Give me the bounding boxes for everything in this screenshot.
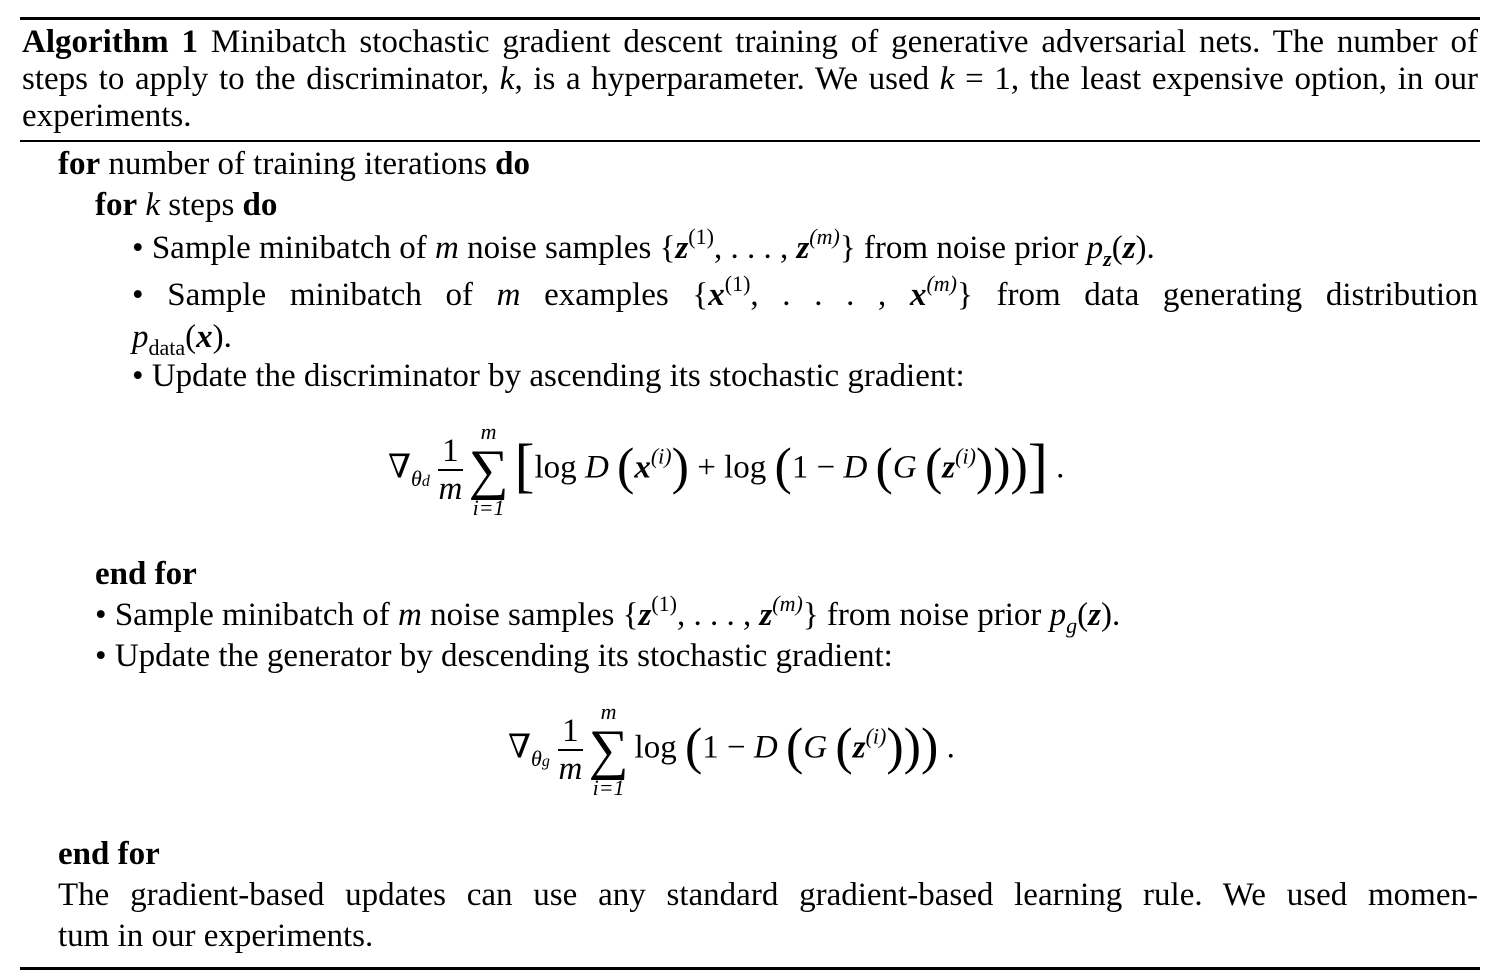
step-update-generator: • Update the generator by descending its stochastic gradient:	[95, 638, 893, 674]
footer-line-2: tum in our experiments.	[58, 918, 374, 954]
generator-gradient-formula: $\nabla_{\theta g}$ $\frac{1}{m}$ m ∑ i=1 log (1 − D (G $(z^{(i)})$)) .	[508, 699, 955, 800]
summation-sign: m ∑ i=1	[588, 699, 629, 800]
outer-end-for: end for	[58, 836, 160, 872]
caption-rule	[20, 140, 1480, 142]
caption-text-1: Minibatch stochastic gradient descent training of generative adversarial nets. The number of	[210, 24, 1479, 60]
step-sample-data-cont: $p_{data}(x)$.	[132, 319, 232, 360]
fraction: $\frac{1}{m}$	[438, 433, 463, 507]
inner-end-for: end for	[95, 556, 197, 592]
caption-line-2: steps to apply to the discriminator, k, is a hyperparameter. We used k = 1, the least expensive option, in our	[22, 61, 1479, 97]
footer-line-1: The gradient-based updates can use any standard gradient-based learning rule. We used momen-	[58, 877, 1478, 913]
bottom-rule	[20, 967, 1480, 970]
step-sample-data: • Sample minibatch of m examples {$x^{(1)}$, . . . , $x^{(m)}$} from data generating distribution	[132, 271, 1478, 313]
step-sample-noise-d: • Sample minibatch of m noise samples {$z^{(1)}$, . . . , $z^{(m)}$} from noise prior $p_z(z)$.	[132, 224, 1155, 271]
summation-sign: m ∑ i=1	[468, 419, 509, 520]
step-sample-noise-g: • Sample minibatch of m noise samples {$z^{(1)}$, . . . , $z^{(m)}$} from noise prior $p_g(z)$.	[95, 591, 1121, 638]
fraction: $\frac{1}{m}$	[558, 713, 583, 787]
algorithm-label: Algorithm 1	[22, 24, 199, 60]
outer-for-line: for number of training iterations do	[58, 146, 530, 182]
discriminator-gradient-formula: $\nabla_{\theta d}$ $\frac{1}{m}$ m ∑ i=1 [log D $(x^{(i)}) + \log (1 - D$ (G $(z^{(i)})$))] .	[388, 419, 1065, 520]
step-update-discriminator: • Update the discriminator by ascending its stochastic gradient:	[132, 358, 965, 394]
top-rule	[20, 17, 1480, 20]
caption-line-3: experiments.	[22, 98, 192, 134]
inner-for-line: for k steps do	[95, 187, 278, 223]
caption-line-1	[22, 23, 1478, 61]
